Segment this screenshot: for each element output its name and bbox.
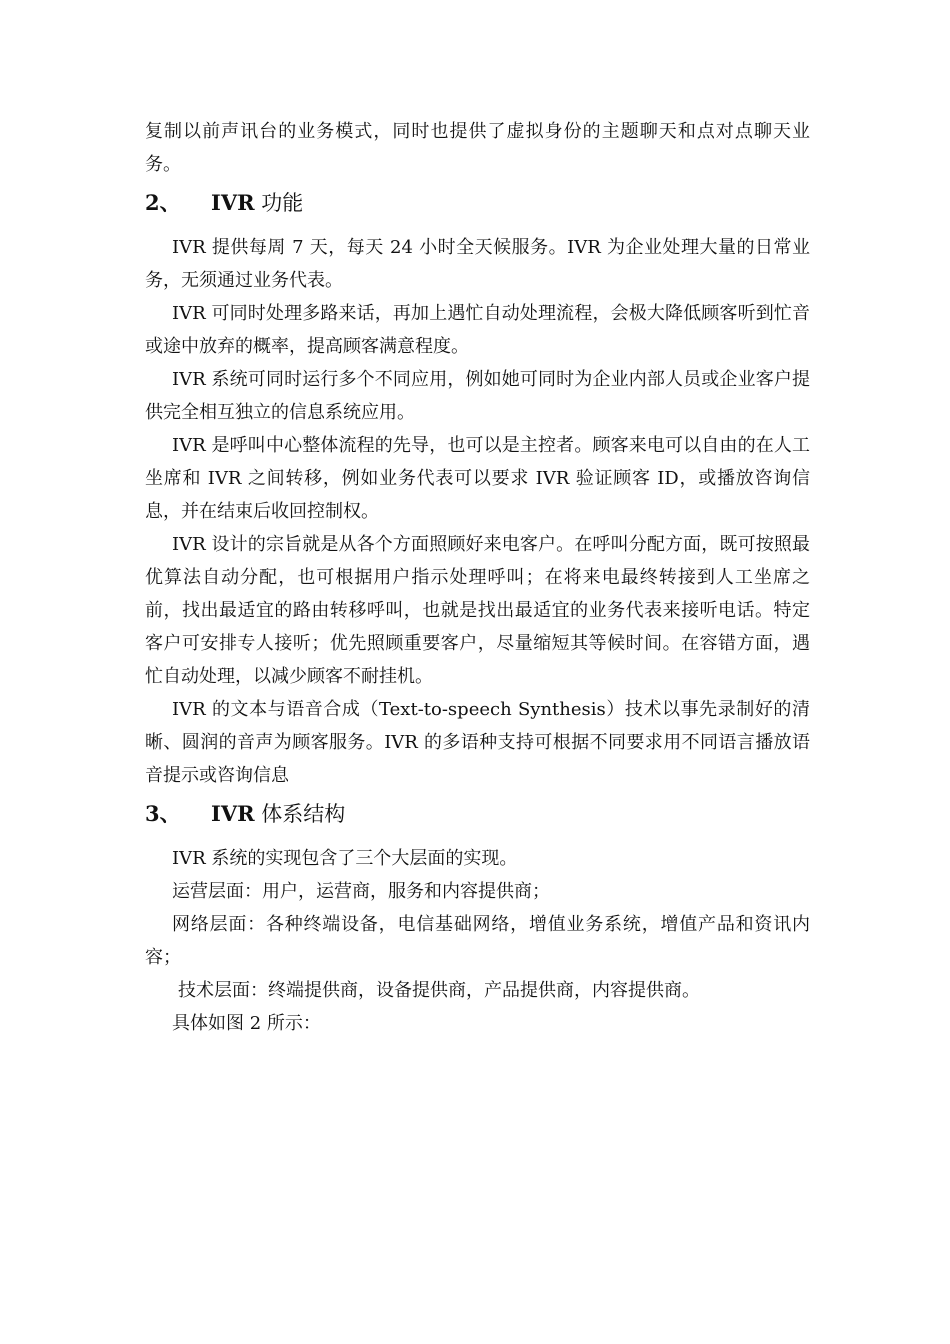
intro-paragraph: 复制以前声讯台的业务模式，同时也提供了虚拟身份的主题聊天和点对点聊天业务。 [145, 121, 810, 175]
section-2-paragraph: IVR 可同时处理多路来话，再加上遇忙自动处理流程，会极大降低顾客听到忙音或途中放弃的概率，提高顾客满意程度。 [145, 303, 810, 357]
section-3-paragraph: IVR 系统的实现包含了三个大层面的实现。 [172, 848, 518, 869]
section-2-number: 2、 [145, 190, 181, 215]
section-2-paragraph: IVR 系统可同时运行多个不同应用，例如她可同时为企业内部人员或企业客户提供完全相互独立的信息系统应用。 [145, 369, 810, 423]
section-2-title-rest: 功能 [254, 191, 304, 215]
section-2-title-bold: IVR [211, 190, 255, 215]
section-2-paragraph: IVR 设计的宗旨就是从各个方面照顾好来电客户。在呼叫分配方面，既可按照最优算法自动分配，也可根据用户指示处理呼叫；在将来电最终转接到人工坐席之前，找出最适宜的路由转移呼叫，也就是找出最适宜的业务代表来接听电话。特定客户可安排专人接听；优先照顾重要客户，尽量缩短其等候时间。在容错方面，遇忙自动处理，以减少顾客不耐挂机。 [145, 534, 810, 687]
section-2-heading [145, 185, 810, 221]
document-body [145, 115, 810, 1040]
section-2-title [211, 185, 303, 221]
section-2-paragraph: IVR 提供每周 7 天，每天 24 小时全天候服务。IVR 为企业处理大量的日常业务，无须通过业务代表。 [145, 237, 810, 291]
section-2-paragraph: IVR 的文本与语音合成（Text-to-speech Synthesis）技术以事先录制好的清晰、圆润的音声为顾客服务。IVR 的多语种支持可根据不同要求用不同语言播放语音提示或咨询信息 [145, 699, 810, 786]
section-3-paragraph: 网络层面：各种终端设备，电信基础网络，增值业务系统，增值产品和资讯内容； [145, 914, 810, 968]
section-3-paragraph: 技术层面：终端提供商，设备提供商，产品提供商，内容提供商。 [178, 980, 700, 1001]
section-3-paragraph: 具体如图 2 所示： [172, 1013, 321, 1034]
section-2-paragraph: IVR 是呼叫中心整体流程的先导，也可以是主控者。顾客来电可以自由的在人工坐席和 IVR 之间转移，例如业务代表可以要求 IVR 验证顾客 ID，或播放咨询信息，并在结束后收回控制权。 [145, 435, 810, 522]
section-3-heading [145, 796, 810, 832]
section-3-title-rest: 体系结构 [254, 802, 346, 826]
section-3-title [211, 796, 345, 832]
section-3-title-bold: IVR [211, 801, 255, 826]
section-3-paragraph: 运营层面：用户，运营商，服务和内容提供商； [172, 881, 550, 902]
section-3-number: 3、 [145, 801, 181, 826]
